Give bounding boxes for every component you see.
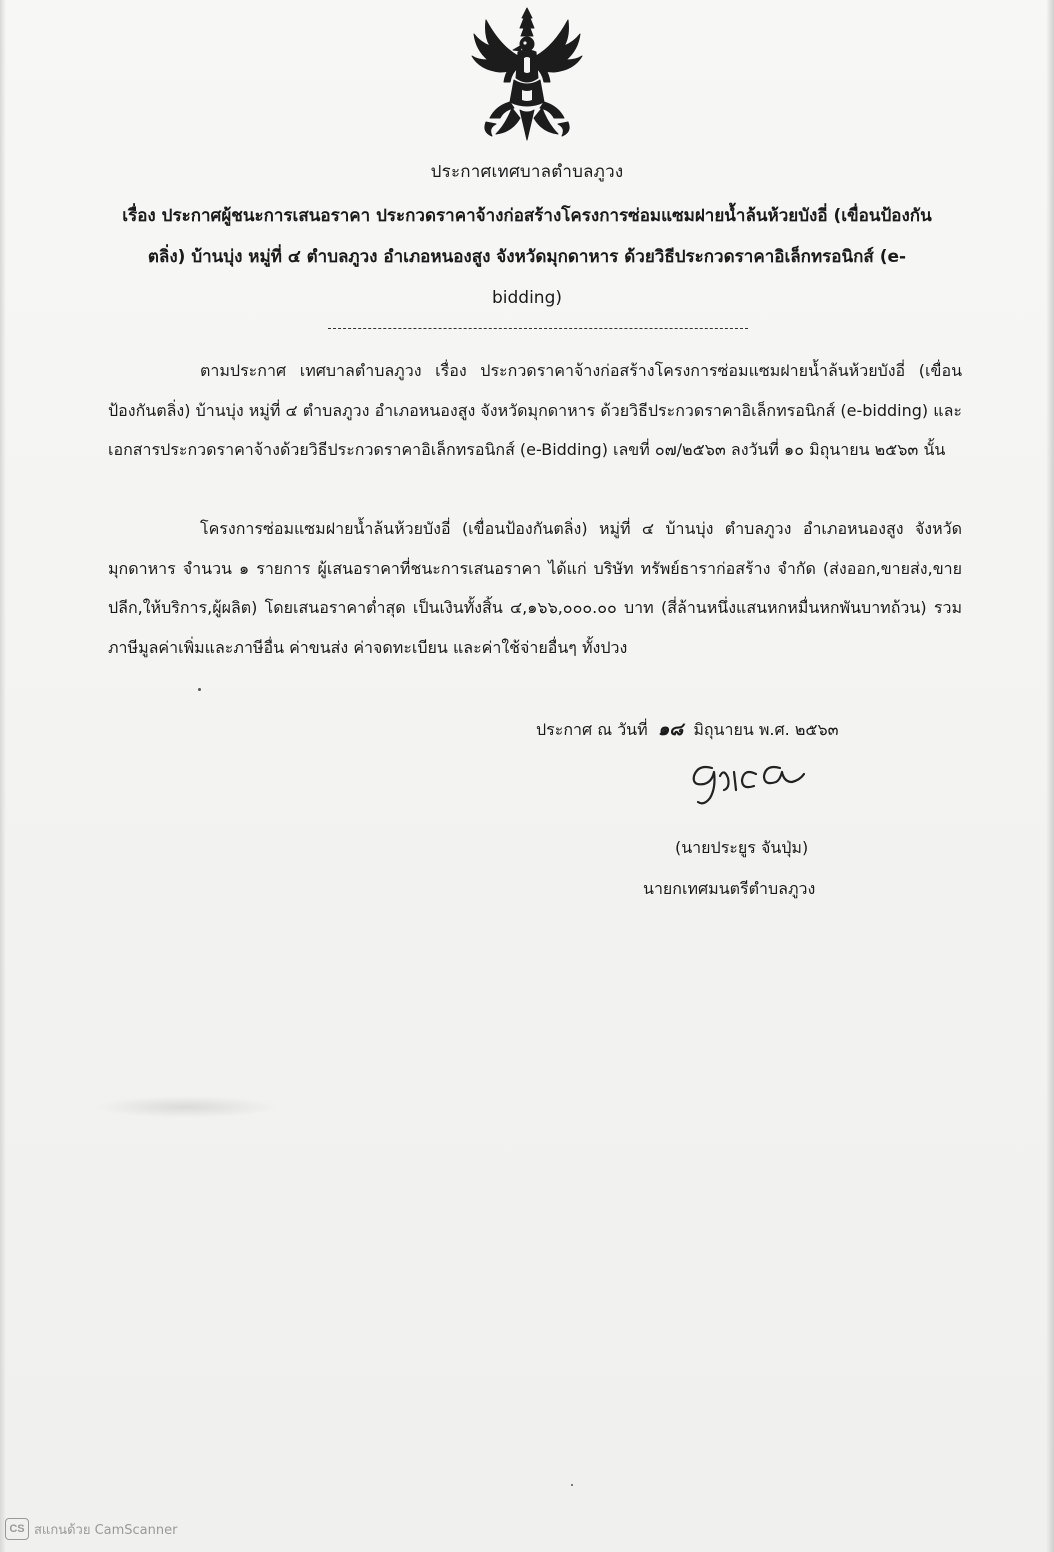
page-edge-right xyxy=(1046,0,1054,1552)
garuda-emblem xyxy=(466,6,588,144)
camscanner-watermark xyxy=(5,1518,177,1540)
body-paragraph-1: ตามประกาศ เทศบาลตำบลภูวง เรื่อง ประกวดราคาจ้างก่อสร้างโครงการซ่อมแซมฝายน้ำล้นห้วยบังอี่ (เขื่อนป้องกันตลิ่ง) บ้านบุ่ง หมู่ที่ ๔ ตำบลภูวง อำเภอหนองสูง จังหวัดมุกดาหาร ด้วยวิธีประกวดราคาอิเล็กทรอนิกส์ (e-bidding) และเอกสารประกวดราคาจ้างด้วยวิธีประกวดราคาอิเล็กทรอนิกส์ (e-Bidding) เลขที่ ๐๗/๒๕๖๓ ลงวันที่ ๑๐ มิถุนายน ๒๕๖๓ นั้น xyxy=(108,361,962,459)
signer-title: นายกเทศมนตรีตำบลภูวง xyxy=(643,879,816,898)
scan-speck xyxy=(571,1484,573,1486)
camscanner-text: สแกนด้วย CamScanner xyxy=(34,1522,178,1538)
announcement-date xyxy=(536,714,839,743)
announce-prefix: ประกาศ ณ วันที่ xyxy=(536,720,648,739)
handwritten-signature xyxy=(684,754,854,810)
body-paragraph-2: โครงการซ่อมแซมฝายน้ำล้นห้วยบังอี่ (เขื่อนป้องกันตลิ่ง) หมู่ที่ ๔ บ้านบุ่ง ตำบลภูวง อำเภอหนองสูง จังหวัดมุกดาหาร จำนวน ๑ รายการ ผู้เสนอราคาที่ชนะการเสนอราคา ได้แก่ บริษัท ทรัพย์ธาราก่อสร้าง จำกัด (ส่งออก,ขายส่ง,ขายปลีก,ให้บริการ,ผู้ผลิต) โดยเสนอราคาต่ำสุด เป็นเงินทั้งสิ้น ๔,๑๖๖,๐๐๐.๐๐ บาท (สี่ล้านหนึ่งแสนหกหมื่นหกพันบาทถ้วน) รวมภาษีมูลค่าเพิ่มและภาษีอื่น ค่าขนส่ง ค่าจดทะเบียน และค่าใช้จ่ายอื่นๆ ทั้งปวง xyxy=(108,519,962,657)
signer-name: (นายประยูร จันปุ่ม) xyxy=(675,838,809,857)
subject-prefix: เรื่อง xyxy=(122,206,156,226)
subject-line-1 xyxy=(80,196,974,237)
document-subject xyxy=(80,196,974,319)
subject-line-3: bidding) xyxy=(491,288,563,308)
scan-smudge xyxy=(96,1096,276,1118)
subject-text-1: ประกาศผู้ชนะการเสนอราคา ประกวดราคาจ้างก่อสร้างโครงการซ่อมแซมฝายน้ำล้นห้วยบังอี่ (เขื่อนป้องกัน xyxy=(161,206,932,226)
document-title: ประกาศเทศบาลตำบลภูวง xyxy=(430,162,624,182)
subject-line-2: ตลิ่ง) บ้านบุ่ง หมู่ที่ ๔ ตำบลภูวง อำเภอหนองสูง จังหวัดมุกดาหาร ด้วยวิธีประกวดราคาอิเล็กทรอนิกส์ (e- xyxy=(147,247,907,267)
camscanner-logo-icon: CS xyxy=(5,1518,29,1540)
announce-month-year: มิถุนายน พ.ศ. ๒๕๖๓ xyxy=(693,720,839,739)
announce-day-handwritten: ๑๘ xyxy=(657,719,684,740)
dashed-divider xyxy=(328,328,748,329)
page-edge-left xyxy=(0,0,6,1552)
scan-speck xyxy=(198,688,201,691)
